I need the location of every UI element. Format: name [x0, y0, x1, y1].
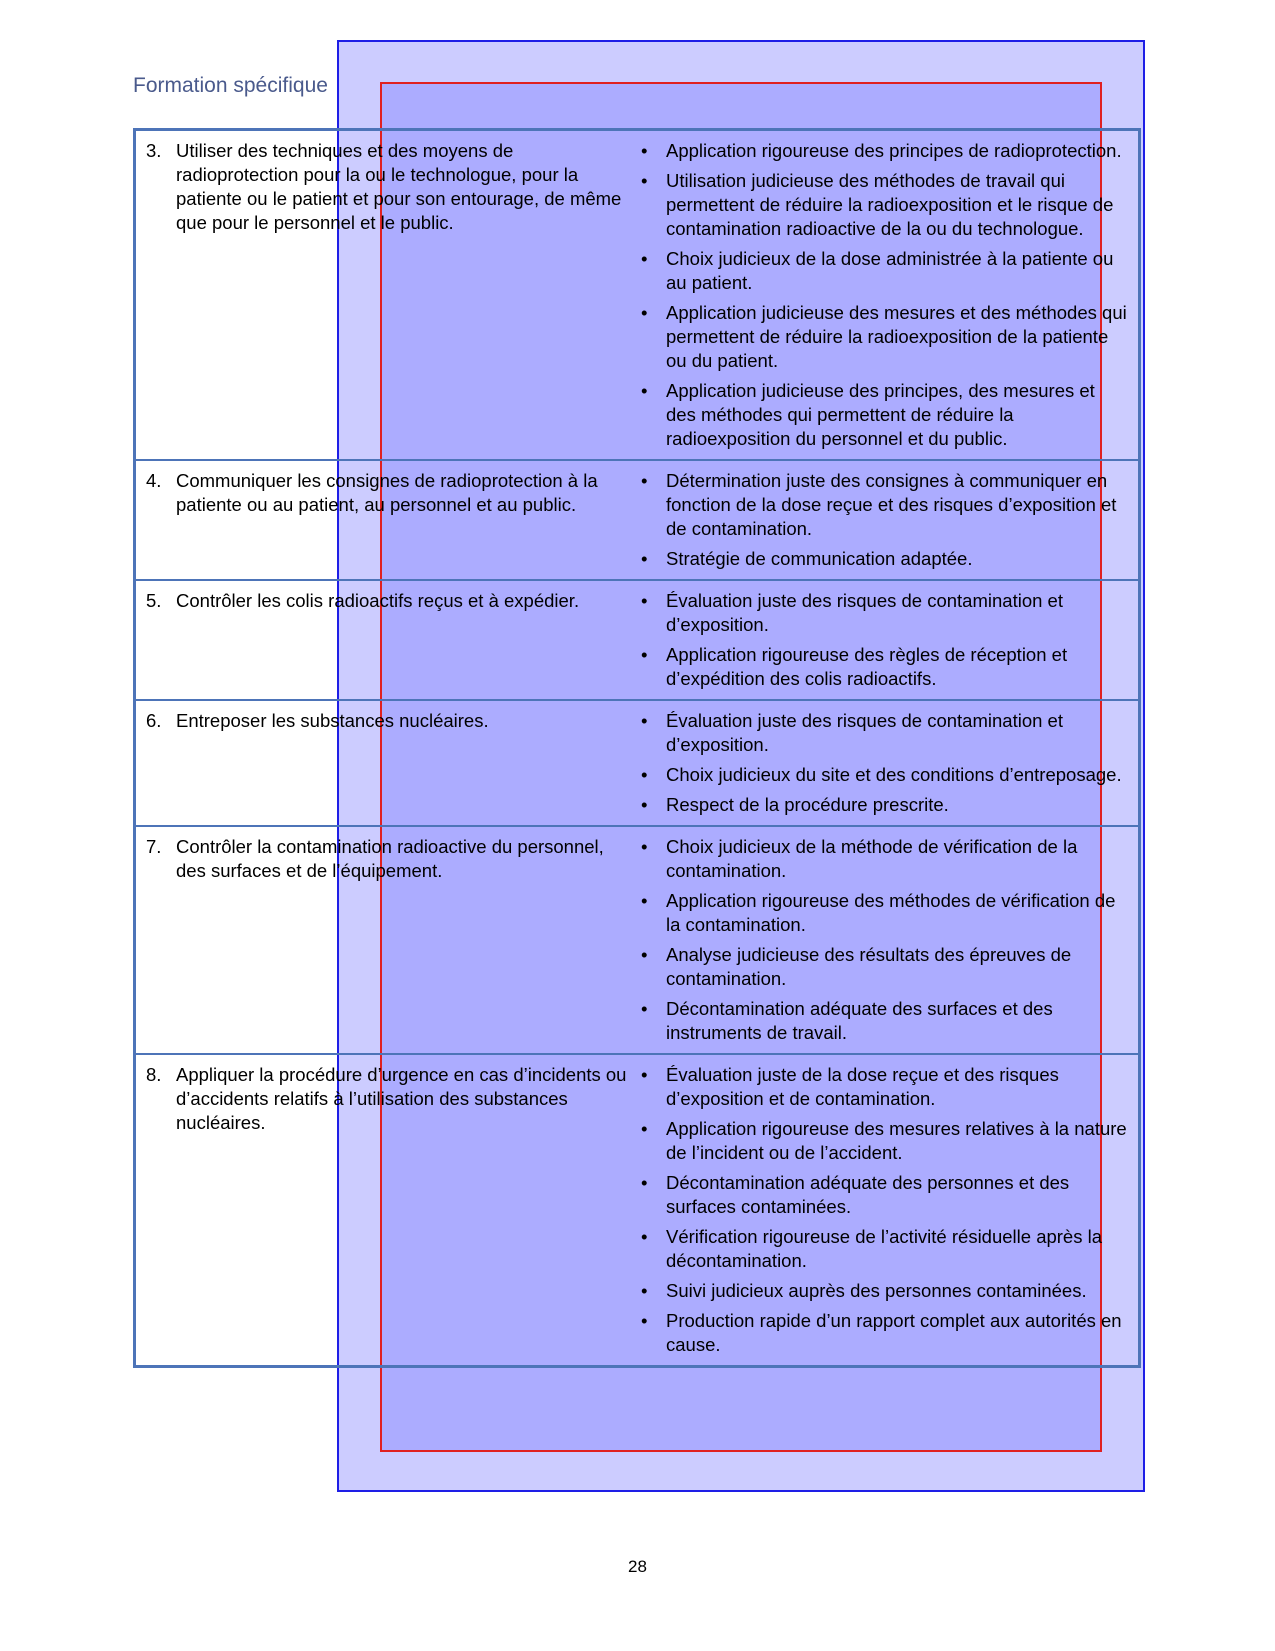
criterion-text: Application rigoureuse des mesures relatives à la nature de l’incident ou de l’accident. [666, 1118, 1127, 1163]
criterion-item [636, 763, 1128, 787]
bullet-icon: • [641, 890, 648, 911]
competence-number: 6. [146, 710, 162, 731]
bullet-icon: • [641, 944, 648, 965]
bullet-icon: • [641, 710, 648, 731]
criterion-item [636, 589, 1128, 637]
competence-text: Contrôler la contamination radioactive du personnel, des surfaces et de l’équipement. [176, 836, 604, 881]
competence-text: Communiquer les consignes de radioprotection à la patiente ou au patient, au personnel et au public. [176, 470, 598, 515]
bullet-icon: • [641, 590, 648, 611]
criterion-item [636, 709, 1128, 757]
criterion-text: Application rigoureuse des méthodes de vérification de la contamination. [666, 890, 1116, 935]
competence-text: Entreposer les substances nucléaires. [176, 710, 489, 731]
criterion-text: Évaluation juste des risques de contamination et d’exposition. [666, 590, 1063, 635]
criterion-text: Respect de la procédure prescrite. [666, 794, 949, 815]
bullet-icon: • [641, 836, 648, 857]
competence-number: 5. [146, 590, 162, 611]
criterion-item [636, 547, 1128, 571]
bullet-icon: • [641, 1280, 648, 1301]
table-row [136, 579, 1138, 699]
criterion-text: Analyse judicieuse des résultats des épreuves de contamination. [666, 944, 1072, 989]
competence-number: 8. [146, 1064, 162, 1085]
criteria-cell [636, 827, 1138, 1053]
criteria-cell [636, 131, 1138, 459]
criterion-item [636, 643, 1128, 691]
competence-text: Utiliser des techniques et des moyens de radioprotection pour la ou le technologue, pour la patiente ou le patient et pour son entourage, de même que pour le personnel et le public. [176, 140, 622, 233]
table-row [136, 459, 1138, 579]
bullet-icon: • [641, 644, 648, 665]
competence-text: Contrôler les colis radioactifs reçus et à expédier. [176, 590, 580, 611]
competency-table [133, 128, 1141, 1368]
bullet-icon: • [641, 470, 648, 491]
criterion-text: Application rigoureuse des principes de radioprotection. [666, 140, 1122, 161]
bullet-icon: • [641, 1172, 648, 1193]
criterion-item [636, 1171, 1128, 1219]
criteria-cell [636, 581, 1138, 699]
bullet-icon: • [641, 1310, 648, 1331]
criterion-item [636, 997, 1128, 1045]
criterion-item [636, 1063, 1128, 1111]
criteria-cell [636, 701, 1138, 825]
criterion-item [636, 301, 1128, 373]
bullet-icon: • [641, 548, 648, 569]
criterion-item [636, 793, 1128, 817]
table-row [136, 825, 1138, 1053]
criterion-text: Production rapide d’un rapport complet aux autorités en cause. [666, 1310, 1122, 1355]
competence-number: 3. [146, 140, 162, 161]
competence-number: 4. [146, 470, 162, 491]
criterion-text: Choix judicieux de la dose administrée à la patiente ou au patient. [666, 248, 1114, 293]
table-row [136, 699, 1138, 825]
criterion-text: Application judicieuse des principes, des mesures et des méthodes qui permettent de réduire la radioexposition du personnel et du public. [666, 380, 1095, 449]
competence-cell [136, 461, 636, 579]
criterion-text: Évaluation juste des risques de contamination et d’exposition. [666, 710, 1063, 755]
criterion-text: Application rigoureuse des règles de réception et d’expédition des colis radioactifs. [666, 644, 1068, 689]
competence-cell [136, 701, 636, 825]
criterion-item [636, 1279, 1128, 1303]
bullet-icon: • [641, 140, 648, 161]
criteria-cell [636, 461, 1138, 579]
criterion-item [636, 169, 1128, 241]
competence-cell [136, 1055, 636, 1365]
criterion-text: Suivi judicieux auprès des personnes contaminées. [666, 1280, 1087, 1301]
criterion-item [636, 889, 1128, 937]
criterion-item [636, 139, 1128, 163]
criterion-item [636, 1225, 1128, 1273]
bullet-icon: • [641, 248, 648, 269]
criterion-text: Décontamination adéquate des surfaces et des instruments de travail. [666, 998, 1053, 1043]
bullet-icon: • [641, 1118, 648, 1139]
bullet-icon: • [641, 170, 648, 191]
criterion-item [636, 379, 1128, 451]
criterion-text: Évaluation juste de la dose reçue et des risques d’exposition et de contamination. [666, 1064, 1059, 1109]
bullet-icon: • [641, 764, 648, 785]
competence-number: 7. [146, 836, 162, 857]
bullet-icon: • [641, 302, 648, 323]
criterion-item [636, 469, 1128, 541]
competence-text: Appliquer la procédure d’urgence en cas d’incidents ou d’accidents relatifs à l’utilisation des substances nucléaires. [176, 1064, 627, 1133]
criterion-item [636, 835, 1128, 883]
criterion-text: Décontamination adéquate des personnes et des surfaces contaminées. [666, 1172, 1070, 1217]
criterion-text: Utilisation judicieuse des méthodes de travail qui permettent de réduire la radioexposition et le risque de contamination radioactive de la ou du technologue. [666, 170, 1114, 239]
table-row [136, 131, 1138, 459]
bullet-icon: • [641, 1064, 648, 1085]
bullet-icon: • [641, 380, 648, 401]
criterion-text: Choix judicieux de la méthode de vérification de la contamination. [666, 836, 1078, 881]
competence-cell [136, 827, 636, 1053]
criterion-item [636, 247, 1128, 295]
criterion-text: Choix judicieux du site et des conditions d’entreposage. [666, 764, 1122, 785]
criterion-text: Détermination juste des consignes à communiquer en fonction de la dose reçue et des risques d’exposition et de contamination. [666, 470, 1117, 539]
criterion-item [636, 943, 1128, 991]
bullet-icon: • [641, 1226, 648, 1247]
bullet-icon: • [641, 794, 648, 815]
criterion-item [636, 1309, 1128, 1357]
criteria-cell [636, 1055, 1138, 1365]
criterion-text: Application judicieuse des mesures et des méthodes qui permettent de réduire la radioexposition de la patiente ou du patient. [666, 302, 1127, 371]
bullet-icon: • [641, 998, 648, 1019]
criterion-item [636, 1117, 1128, 1165]
table-row [136, 1053, 1138, 1365]
section-title: Formation spécifique [133, 74, 328, 97]
criterion-text: Stratégie de communication adaptée. [666, 548, 973, 569]
competence-cell [136, 581, 636, 699]
page-number: 28 [628, 1557, 647, 1576]
competence-cell [136, 131, 636, 459]
criterion-text: Vérification rigoureuse de l’activité résiduelle après la décontamination. [666, 1226, 1103, 1271]
